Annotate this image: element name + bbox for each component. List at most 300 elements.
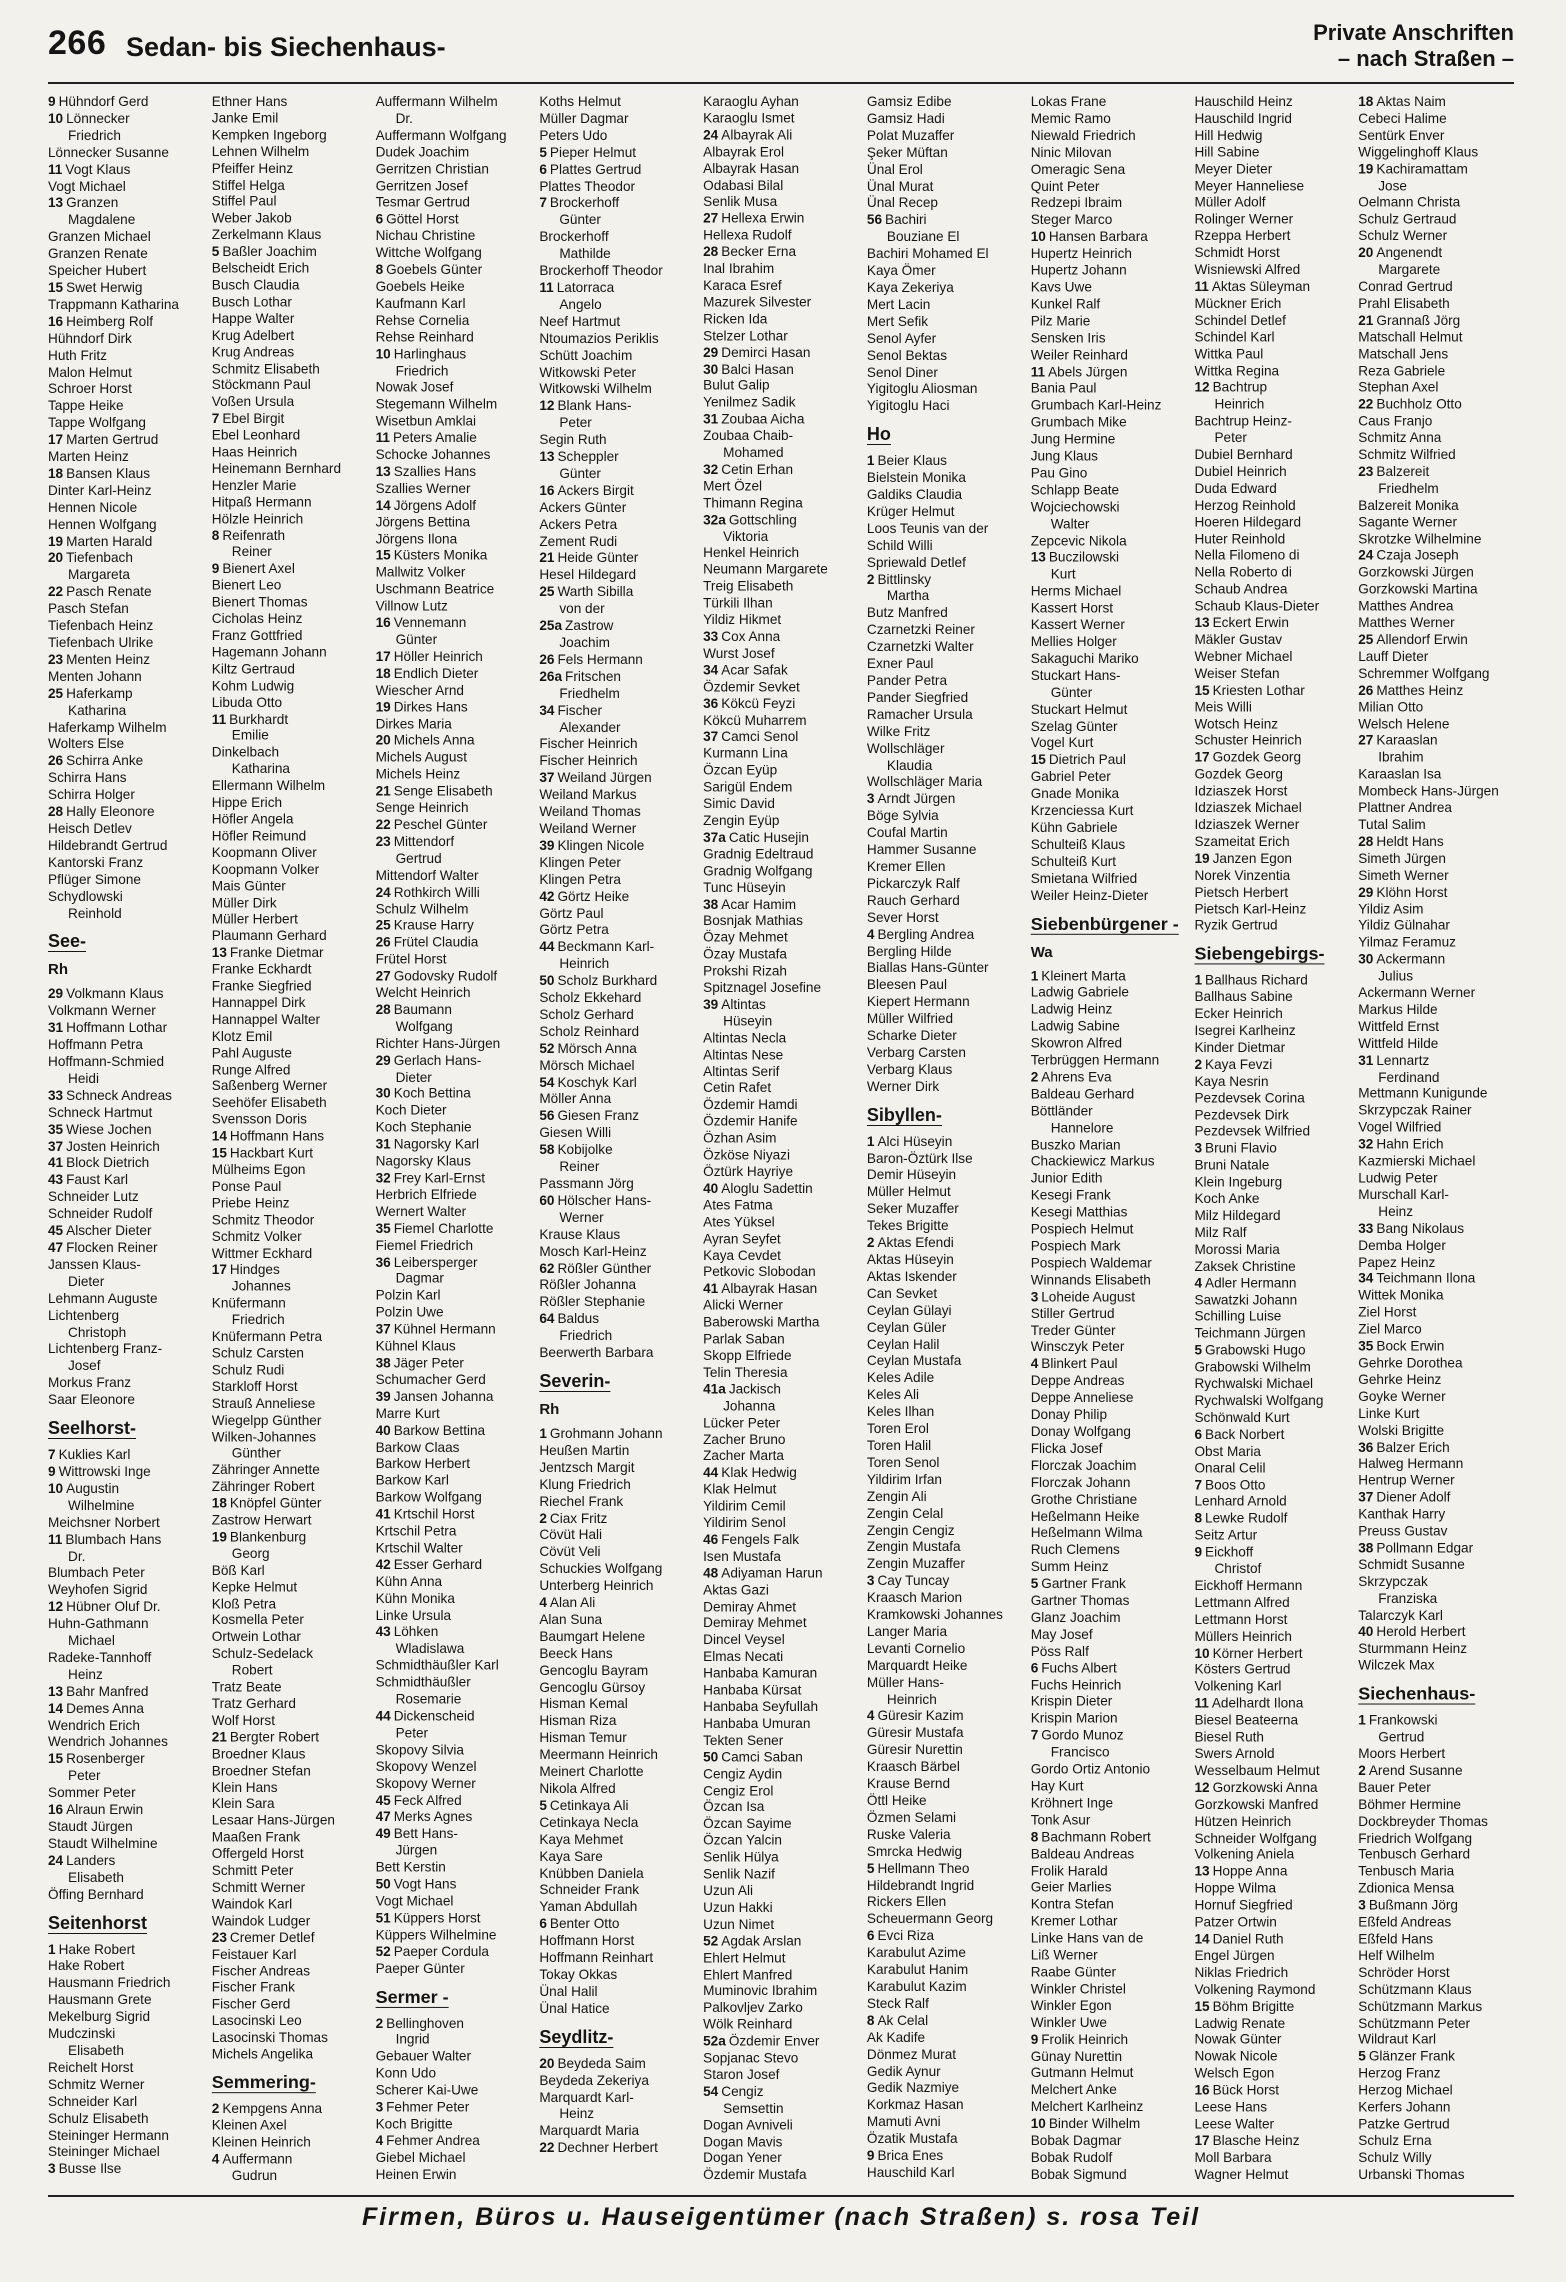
house-number: 41 — [703, 1281, 719, 1297]
resident-name: Pasch Stefan — [48, 601, 129, 617]
resident-entry — [48, 1037, 208, 1054]
section-title — [1313, 20, 1514, 72]
resident-entry — [48, 1155, 208, 1172]
resident-entry — [376, 2167, 536, 2184]
resident-entry — [376, 1893, 536, 1910]
resident-entry — [212, 1463, 372, 1480]
resident-entry — [703, 880, 863, 897]
resident-entry — [1194, 666, 1354, 683]
resident-entry — [867, 1011, 1027, 1028]
resident-name: Baldeau Gerhard — [1030, 1086, 1135, 1102]
resident-name: Klak Helmut — [703, 1481, 777, 1497]
resident-entry — [1031, 533, 1191, 550]
house-number: 20 — [375, 733, 391, 748]
resident-entry — [1194, 363, 1354, 380]
resident-entry — [1031, 2099, 1191, 2116]
resident-name: Aktas Efendi — [877, 1235, 954, 1251]
resident-entry — [1194, 1679, 1354, 1696]
resident-name: Mellies Holger — [1030, 634, 1117, 650]
resident-name: Papez Heinz — [1358, 1254, 1436, 1270]
house-number: 54 — [539, 1074, 555, 1090]
resident-name: Mais Günter — [211, 878, 286, 894]
house-number: 24 — [703, 127, 719, 143]
resident-name: Matthes Heinz — [1376, 682, 1464, 698]
resident-name: Hoffmann Horst — [539, 1933, 635, 1949]
resident-entry — [703, 2151, 863, 2168]
resident-name: Helf Wilhelm — [1358, 1948, 1435, 1964]
resident-name: Ceylan Güler — [866, 1319, 947, 1335]
resident-name: Weiland Werner — [539, 820, 637, 836]
resident-entry — [48, 2026, 208, 2043]
resident-entry — [703, 562, 863, 579]
resident-name: Alan Suna — [539, 1611, 603, 1627]
resident-name: Polat Muzaffer — [866, 127, 955, 143]
resident-entry — [1031, 178, 1191, 195]
resident-name: Sentürk Enver — [1358, 127, 1445, 143]
resident-entry — [48, 753, 208, 770]
resident-entry — [1031, 1660, 1191, 1677]
resident-entry — [48, 1481, 208, 1498]
house-number: 35 — [375, 1220, 391, 1236]
resident-name: Dinter Karl-Heinz — [48, 482, 152, 498]
resident-entry — [48, 517, 208, 534]
resident-entry — [867, 365, 1027, 382]
resident-entry — [1358, 918, 1518, 935]
resident-entry — [212, 261, 372, 278]
resident-entry — [867, 521, 1027, 538]
resident-name: Bergling Andrea — [877, 926, 975, 942]
resident-name: Grannaß Jörg — [1376, 312, 1461, 328]
house-number: 48 — [703, 1565, 719, 1581]
resident-name: Yilmaz Feramuz — [1358, 934, 1456, 950]
resident-entry — [1194, 565, 1354, 582]
resident-name: Wolters Else — [48, 736, 125, 752]
resident-name: Priebe Heinz — [211, 1195, 290, 1211]
entry-continuation: Mohamed — [723, 445, 784, 461]
entry-continuation: Martha — [886, 588, 930, 604]
resident-name: Gorzkowski Manfred — [1194, 1796, 1319, 1812]
resident-entry — [376, 481, 536, 498]
resident-entry — [1358, 1103, 1518, 1120]
resident-entry — [1358, 582, 1518, 599]
resident-entry — [703, 646, 863, 663]
resident-entry — [539, 1933, 699, 1950]
resident-entry — [703, 1331, 863, 1348]
resident-name: Winkler Egon — [1030, 1998, 1112, 2014]
resident-entry — [48, 601, 208, 618]
house-number: 45 — [375, 1792, 391, 1808]
resident-name: Hühndorf Gerd — [58, 94, 149, 109]
resident-entry — [867, 1269, 1027, 1286]
resident-entry — [376, 514, 536, 531]
resident-name: Jentzsch Margit — [539, 1459, 635, 1475]
resident-entry — [1031, 1492, 1191, 1509]
resident-entry — [539, 2001, 699, 2018]
resident-name: Barkow Wolfgang — [375, 1489, 482, 1505]
house-number: 31 — [375, 1136, 391, 1152]
resident-entry — [1194, 1158, 1354, 1175]
resident-entry — [1358, 2099, 1518, 2116]
resident-name: Lichtenberg Franz- — [48, 1341, 163, 1357]
resident-name: Dirkes Hans — [393, 699, 468, 715]
resident-entry — [1031, 2032, 1191, 2049]
resident-entry — [539, 1629, 699, 1646]
resident-entry — [867, 1370, 1027, 1387]
resident-entry — [48, 550, 208, 567]
resident-name: Camci Senol — [721, 729, 799, 745]
resident-name: Wisetbun Amklai — [375, 413, 477, 429]
entry-continuation: Rosemarie — [395, 1691, 462, 1707]
resident-entry — [1194, 212, 1354, 229]
resident-name: Stöckmann Paul — [211, 377, 311, 393]
resident-entry — [1358, 1847, 1518, 1864]
resident-name: Mombeck Hans-Jürgen — [1358, 783, 1499, 799]
resident-entry — [867, 927, 1027, 944]
resident-entry — [703, 980, 863, 997]
house-number: 34 — [1358, 1271, 1374, 1287]
resident-name: Barkow Herbert — [375, 1456, 470, 1472]
resident-entry — [1031, 1508, 1191, 1525]
resident-entry — [1358, 985, 1518, 1002]
resident-entry — [212, 1212, 372, 1229]
resident-name: Krispin Dieter — [1030, 1694, 1113, 1710]
house-number: 19 — [48, 533, 64, 549]
resident-entry — [703, 964, 863, 981]
resident-entry — [703, 780, 863, 797]
resident-name: Schützmann Markus — [1358, 1998, 1483, 2014]
resident-name: Hitpaß Hermann — [211, 494, 312, 510]
resident-name: Özcan Sayime — [703, 1816, 792, 1832]
resident-name: Senlik Nazif — [703, 1866, 775, 1882]
entry-continuation: Peter — [1214, 430, 1247, 446]
resident-entry — [48, 652, 208, 669]
resident-name: Pander Siegfried — [866, 689, 969, 705]
resident-entry — [703, 596, 863, 613]
directory-column — [1358, 94, 1518, 2182]
entry-continuation: Dagmar — [395, 1271, 444, 1287]
resident-name: Klak Hedwig — [721, 1465, 797, 1481]
house-number: 40 — [703, 1180, 719, 1196]
house-number: 36 — [1358, 1439, 1374, 1455]
resident-entry — [376, 1204, 536, 1221]
resident-entry — [703, 2084, 863, 2101]
resident-entry — [212, 1196, 372, 1213]
resident-entry — [212, 1329, 372, 1346]
resident-name: Vogt Hans — [393, 1876, 457, 1892]
house-number: 17 — [1194, 2133, 1210, 2149]
resident-entry — [1358, 1036, 1518, 1053]
resident-name: Schulz Gertraud — [1358, 211, 1457, 227]
resident-name: Geier Marlies — [1030, 1879, 1112, 1895]
house-number: 26 — [48, 753, 64, 769]
resident-entry — [1358, 1763, 1518, 1780]
resident-name: Broedner Klaus — [211, 1746, 306, 1762]
resident-entry — [1194, 2099, 1354, 2116]
resident-entry — [376, 1574, 536, 1591]
resident-entry — [539, 1764, 699, 1781]
resident-name: Schneider Wolfgang — [1194, 1830, 1317, 1846]
entry-continuation: Günter — [559, 212, 601, 228]
resident-name: Özcan Eyüp — [703, 762, 778, 778]
resident-entry — [1358, 699, 1518, 716]
resident-entry — [1031, 719, 1191, 736]
resident-name: Tunc Hüseyin — [703, 879, 786, 895]
resident-entry — [1031, 1205, 1191, 1222]
resident-name: Wendrich Johannes — [48, 1734, 168, 1750]
house-number: 1 — [866, 453, 875, 469]
resident-name: Deppe Andreas — [1030, 1373, 1125, 1389]
resident-name: Meyer Hanneliese — [1194, 178, 1305, 194]
entry-continuation: Gertrud — [395, 850, 442, 866]
house-number: 15 — [1030, 752, 1046, 768]
resident-entry — [703, 863, 863, 880]
resident-entry — [212, 561, 372, 578]
resident-entry — [1194, 1780, 1354, 1797]
resident-entry — [1358, 296, 1518, 313]
resident-name: Hützen Heinrich — [1194, 1813, 1292, 1829]
resident-name: Rehse Cornelia — [375, 312, 470, 328]
resident-name: Vogel Wilfried — [1358, 1119, 1442, 1135]
resident-name: Schaub Andrea — [1194, 581, 1288, 597]
resident-entry — [1031, 1576, 1191, 1593]
resident-entry — [539, 990, 699, 1007]
resident-entry — [48, 1464, 208, 1481]
resident-entry — [1194, 161, 1354, 178]
resident-entry — [48, 1291, 208, 1308]
resident-name: Gutmann Helmut — [1030, 2065, 1134, 2081]
resident-name: Hoeren Hildegard — [1194, 514, 1302, 530]
resident-name: Fels Hermann — [557, 651, 643, 667]
resident-name: Karaaslan — [1376, 733, 1438, 748]
house-number: 38 — [1358, 1540, 1374, 1556]
house-number: 39 — [375, 1388, 391, 1404]
resident-name: Nikola Alfred — [539, 1781, 616, 1796]
resident-name: Steininger Michael — [48, 2144, 160, 2160]
resident-name: Kramkowski Johannes — [866, 1607, 1003, 1623]
resident-name: Bansen Klaus — [66, 465, 151, 481]
resident-entry — [867, 673, 1027, 690]
resident-name: Rzeppa Herbert — [1194, 228, 1291, 244]
resident-name: Gehrke Heinz — [1358, 1372, 1442, 1388]
resident-entry — [1194, 1006, 1354, 1023]
resident-name: Tokay Okkas — [539, 1966, 618, 1982]
resident-name: Schneck Hartmut — [48, 1104, 153, 1120]
resident-name: Bruni Natale — [1194, 1157, 1270, 1173]
house-number: 29 — [48, 986, 64, 1002]
resident-name: Starkloff Horst — [211, 1379, 298, 1394]
resident-entry — [867, 1201, 1027, 1218]
resident-name: Blumbach Hans — [65, 1531, 162, 1547]
resident-name: Skopovy Werner — [375, 1775, 476, 1791]
section-title-line-2: – nach Straßen – — [1337, 46, 1514, 71]
resident-entry — [212, 511, 372, 528]
resident-name: Moll Barbara — [1194, 2149, 1272, 2165]
resident-name: Brockerhoff — [549, 195, 620, 211]
resident-name: Auffermann Wilhelm — [375, 94, 498, 109]
resident-name: Faust Karl — [66, 1172, 129, 1188]
resident-name: Müller Herbert — [211, 911, 298, 927]
resident-entry — [539, 1007, 699, 1024]
entry-continuation: Jürgen — [395, 1843, 438, 1858]
resident-entry — [867, 1759, 1027, 1776]
resident-name: Plattes Gertrud — [549, 161, 642, 177]
resident-entry — [867, 1404, 1027, 1421]
resident-entry — [1031, 651, 1191, 668]
resident-name: Gartner Thomas — [1030, 1592, 1130, 1608]
resident-entry — [1358, 649, 1518, 666]
resident-entry — [1358, 2133, 1518, 2150]
house-number: 6 — [375, 211, 384, 227]
resident-name: Liß Werner — [1030, 1947, 1098, 1963]
resident-name: Pieper Helmut — [549, 144, 637, 160]
resident-entry — [539, 1696, 699, 1713]
resident-entry — [703, 1432, 863, 1449]
resident-entry — [867, 1028, 1027, 1045]
resident-name: Ebel Birgit — [222, 411, 285, 426]
resident-entry — [867, 1167, 1027, 1184]
resident-entry — [376, 699, 536, 716]
resident-entry — [867, 2047, 1027, 2064]
resident-name: Beeck Hans — [539, 1645, 613, 1661]
resident-name: Voßen Ursula — [211, 394, 295, 410]
resident-entry — [1031, 1036, 1191, 1053]
resident-entry — [1194, 1057, 1354, 1074]
resident-name: Wittek Monika — [1358, 1288, 1444, 1303]
resident-entry — [212, 845, 372, 862]
house-number: 37 — [703, 729, 719, 745]
resident-name: Rößler Günther — [557, 1260, 652, 1276]
resident-name: Galdiks Claudia — [866, 487, 963, 503]
resident-entry — [539, 1108, 699, 1125]
resident-name: Giebel Michael — [375, 2149, 466, 2165]
house-number: 5 — [1194, 1342, 1203, 1358]
resident-entry — [1031, 1829, 1191, 1846]
resident-name: Butz Manfred — [866, 605, 948, 621]
resident-entry — [212, 1680, 372, 1697]
resident-entry — [48, 1853, 208, 1870]
resident-entry — [376, 1086, 536, 1103]
resident-entry — [1194, 1914, 1354, 1931]
resident-name: Binder Wilhelm — [1048, 2116, 1141, 2132]
resident-entry — [1031, 465, 1191, 482]
resident-name: Catic Husejin — [728, 829, 809, 845]
resident-entry — [867, 381, 1027, 398]
resident-entry — [703, 1164, 863, 1181]
resident-name: Kröhnert Inge — [1030, 1795, 1114, 1811]
resident-entry — [703, 1365, 863, 1382]
resident-entry — [48, 1701, 208, 1718]
resident-entry — [539, 652, 699, 669]
resident-entry — [376, 195, 536, 212]
resident-name: Murschall Karl- — [1358, 1187, 1449, 1203]
resident-entry — [703, 997, 863, 1014]
resident-name: Florczak Joachim — [1030, 1457, 1137, 1473]
house-number: 25a — [539, 618, 563, 634]
house-number: 13 — [1194, 615, 1210, 631]
resident-entry — [703, 462, 863, 479]
resident-entry — [1031, 803, 1191, 820]
resident-entry — [1358, 1456, 1518, 1473]
house-number: 46 — [703, 1532, 719, 1547]
resident-entry — [1031, 1188, 1191, 1205]
resident-entry — [212, 1830, 372, 1847]
resident-entry — [1031, 1002, 1191, 1019]
resident-entry — [867, 1641, 1027, 1658]
resident-entry — [48, 381, 208, 398]
resident-name: Fischer Andreas — [211, 1963, 311, 1979]
resident-name: Dogan Yener — [703, 2150, 782, 2166]
resident-name: Zaksek Christine — [1194, 1258, 1296, 1274]
resident-entry — [1358, 1002, 1518, 1019]
resident-entry — [539, 381, 699, 398]
resident-entry — [212, 1813, 372, 1830]
resident-entry — [1358, 2049, 1518, 2066]
resident-name: Menten Johann — [48, 668, 142, 684]
resident-name: Nella Filomeno di — [1194, 548, 1300, 564]
resident-name: Matschall Jens — [1358, 346, 1449, 362]
resident-entry — [703, 1683, 863, 1700]
resident-entry — [1031, 482, 1191, 499]
resident-entry — [212, 2013, 372, 2030]
resident-entry — [1358, 1238, 1518, 1255]
resident-entry — [1031, 2167, 1191, 2184]
resident-name: Polzin Karl — [375, 1288, 441, 1303]
resident-entry — [703, 813, 863, 830]
resident-name: Krüger Helmut — [866, 503, 955, 519]
resident-name: Hellexa Rudolf — [703, 227, 792, 243]
resident-name: Schroer Horst — [48, 381, 132, 397]
resident-entry — [1358, 1914, 1518, 1931]
resident-entry — [212, 1963, 372, 1980]
resident-entry — [1358, 1288, 1518, 1305]
resident-entry — [212, 311, 372, 328]
resident-name: Ruch Clemens — [1030, 1542, 1120, 1558]
resident-name: Bett Kerstin — [375, 1859, 446, 1875]
resident-entry — [376, 548, 536, 565]
resident-entry — [376, 531, 536, 548]
resident-name: Franke Eckhardt — [211, 961, 312, 977]
resident-name: Busch Lothar — [211, 294, 292, 310]
resident-name: May Josef — [1030, 1626, 1093, 1642]
resident-name: Özdemir Hamdi — [703, 1097, 798, 1113]
resident-name: Öttl Heike — [866, 1793, 927, 1808]
resident-entry — [376, 1423, 536, 1440]
resident-entry — [1358, 329, 1518, 346]
resident-entry — [1194, 2049, 1354, 2066]
resident-name: Kraasch Bärbel — [866, 1759, 960, 1775]
resident-entry — [539, 483, 699, 500]
resident-name: Jung Hermine — [1030, 431, 1116, 447]
resident-name: Skopovy Wenzel — [375, 1758, 477, 1774]
resident-name: Özdemir Sevket — [703, 679, 800, 695]
resident-entry — [48, 686, 208, 703]
resident-entry — [539, 1612, 699, 1629]
district-code: Rh — [48, 961, 68, 979]
resident-entry — [48, 1718, 208, 1735]
resident-name: Pfeiffer Heinz — [211, 160, 294, 176]
resident-entry — [703, 2000, 863, 2017]
resident-name: Haferkamp — [66, 685, 133, 701]
resident-entry — [703, 1549, 863, 1566]
resident-entry — [539, 1511, 699, 1528]
resident-entry — [1358, 1490, 1518, 1507]
house-number: 3 — [375, 2099, 384, 2115]
resident-name: Ahrens Eva — [1041, 1069, 1112, 1085]
resident-entry — [703, 763, 863, 780]
entry-continuation: Margareta — [68, 567, 130, 583]
resident-name: Öffing Bernhard — [48, 1886, 144, 1902]
resident-entry — [48, 1054, 208, 1071]
